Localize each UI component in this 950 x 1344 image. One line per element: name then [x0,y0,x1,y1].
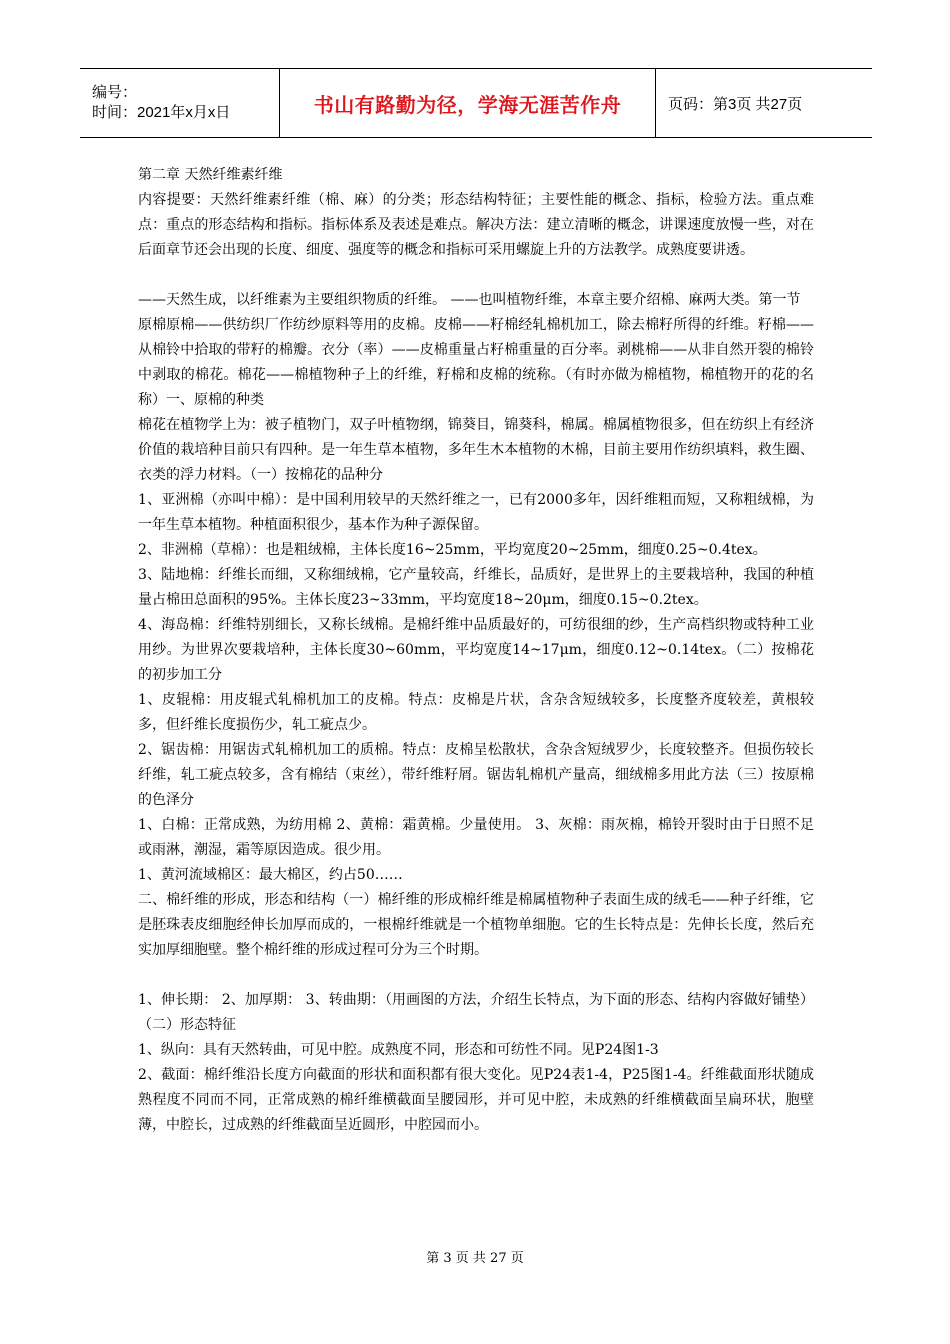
paragraph: 1、皮辊棉：用皮辊式轧棉机加工的皮棉。特点：皮棉是片状，含杂含短绒较多，长度整齐度较差，黄根较多，但纤维长度损伤少，轧工疵点少。 [138,692,814,733]
motto-text: 书山有路勤为径，学海无涯苦作舟 [313,92,622,117]
paragraph: 2、非洲棉（草棉）：也是粗绒棉，主体长度16~25mm，平均宽度20~25mm，细度0.25~0.4tex。 [138,542,767,558]
paragraph: 1、亚洲棉（亦叫中棉）：是中国利用较早的天然纤维之一，已有2000多年，因纤维粗而短，又称粗绒棉，为一年生草本植物。种植面积很少，基本作为种子源保留。 [138,492,814,533]
header-page-info [656,69,872,137]
paragraph: 原棉原棉——供纺织厂作纺纱原料等用的皮棉。皮棉——籽棉经轧棉机加工，除去棉籽所得的纤维。籽棉——从棉铃中拾取的带籽的棉瓣。衣分（率）——皮棉重量占籽棉重量的百分率。剥桃棉——从非自然开裂的棉铃中剥取的棉花。棉花——棉植物种子上的纤维，籽棉和皮棉的统称。（有时亦做为棉植物，棉植物开的花的名称）一、原棉的种类 [138,317,814,408]
paragraph: 1、黄河流域棉区：最大棉区，约占50…… [138,867,403,883]
paragraph: 2、截面：棉纤维沿长度方向截面的形状和面积都有很大变化。见P24表1-4，P25图1-4。纤维截面形状随成熟程度不同而不同，正常成熟的棉纤维横截面呈腰园形，并可见中腔，未成熟的纤维横截面呈扁环状，胞壁薄，中腔长，过成熟的纤维截面呈近圆形，中腔园而小。 [138,1067,814,1133]
header-meta [80,69,280,137]
paragraph: 4、海岛棉：纤维特别细长，又称长绒棉。是棉纤维中品质最好的，可纺很细的纱，生产高档织物或特种工业用纱。为世界次要栽培种，主体长度30~60mm，平均宽度14~17μm，细度0.12~0.14tex。（二）按棉花的初步加工分 [138,617,814,683]
paragraph: 二、棉纤维的形成，形态和结构（一）棉纤维的形成棉纤维是棉属植物种子表面生成的绒毛——种子纤维，它是胚珠表皮细胞经伸长加厚而成的，一根棉纤维就是一个植物单细胞。它的生长特点是：先伸长长度，然后充实加厚细胞壁。整个棉纤维的形成过程可分为三个时期。 [138,892,814,958]
page-header [80,68,872,138]
page-footer [0,1247,950,1266]
date-label: 时间：2021年x月x日 [92,104,231,121]
paragraph: 1、白棉：正常成熟，为纺用棉 2、黄棉：霜黄棉。少量使用。 3、灰棉：雨灰棉，棉铃开裂时由于日照不足或雨淋，潮湿，霜等原因造成。很少用。 [138,817,814,858]
number-label: 编号： [92,84,138,101]
chapter-title: 第二章 天然纤维素纤维 [138,167,283,183]
paragraph: 1、伸长期： 2、加厚期： 3、转曲期：（用画图的方法，介绍生长特点，为下面的形态、结构内容做好铺垫）（二）形态特征 [138,992,814,1033]
paragraph: 1、纵向：具有天然转曲，可见中腔。成熟度不同，形态和可纺性不同。见P24图1-3 [138,1042,659,1058]
paragraph: 2、锯齿棉：用锯齿式轧棉机加工的质棉。特点：皮棉呈松散状，含杂含短绒罗少，长度较整齐。但损伤较长纤维，轧工疵点较多，含有棉结（束丝），带纤维籽屑。锯齿轧棉机产量高，细绒棉多用此方法（三）按原棉的色泽分 [138,742,814,808]
paragraph: 内容提要：天然纤维素纤维（棉、麻）的分类；形态结构特征；主要性能的概念、指标，检验方法。重点难点：重点的形态结构和指标。指标体系及表述是难点。解决方法：建立清晰的概念，讲课速度放慢一些，对在后面章节还会出现的长度、细度、强度等的概念和指标可采用螺旋上升的方法教学。成熟度要讲透。 [138,192,814,258]
paragraph: 棉花在植物学上为：被子植物门，双子叶植物纲，锦葵目，锦葵科，棉属。棉属植物很多，但在纺织上有经济价值的栽培种目前只有四种。是一年生草本植物，多年生木本植物的木棉，目前主要用作纺织填料，救生圈、衣类的浮力材料。（一）按棉花的品种分 [138,417,814,483]
paragraph: 3、陆地棉：纤维长而细，又称细绒棉，它产量较高，纤维长，品质好，是世界上的主要栽培种，我国的种植量占棉田总面积的95%。主体长度23~33mm，平均宽度18~20μm，细度0.15~0.2tex。 [138,567,814,608]
document-body [138,163,814,1138]
page-info-text: 页码：第3页 共27页 [668,95,803,113]
header-motto-cell [280,69,656,137]
footer-page-number: 第 3 页 共 27 页 [426,1251,524,1266]
paragraph: ——天然生成，以纤维素为主要组织物质的纤维。 ——也叫植物纤维，本章主要介绍棉、麻两大类。第一节 [138,292,801,308]
